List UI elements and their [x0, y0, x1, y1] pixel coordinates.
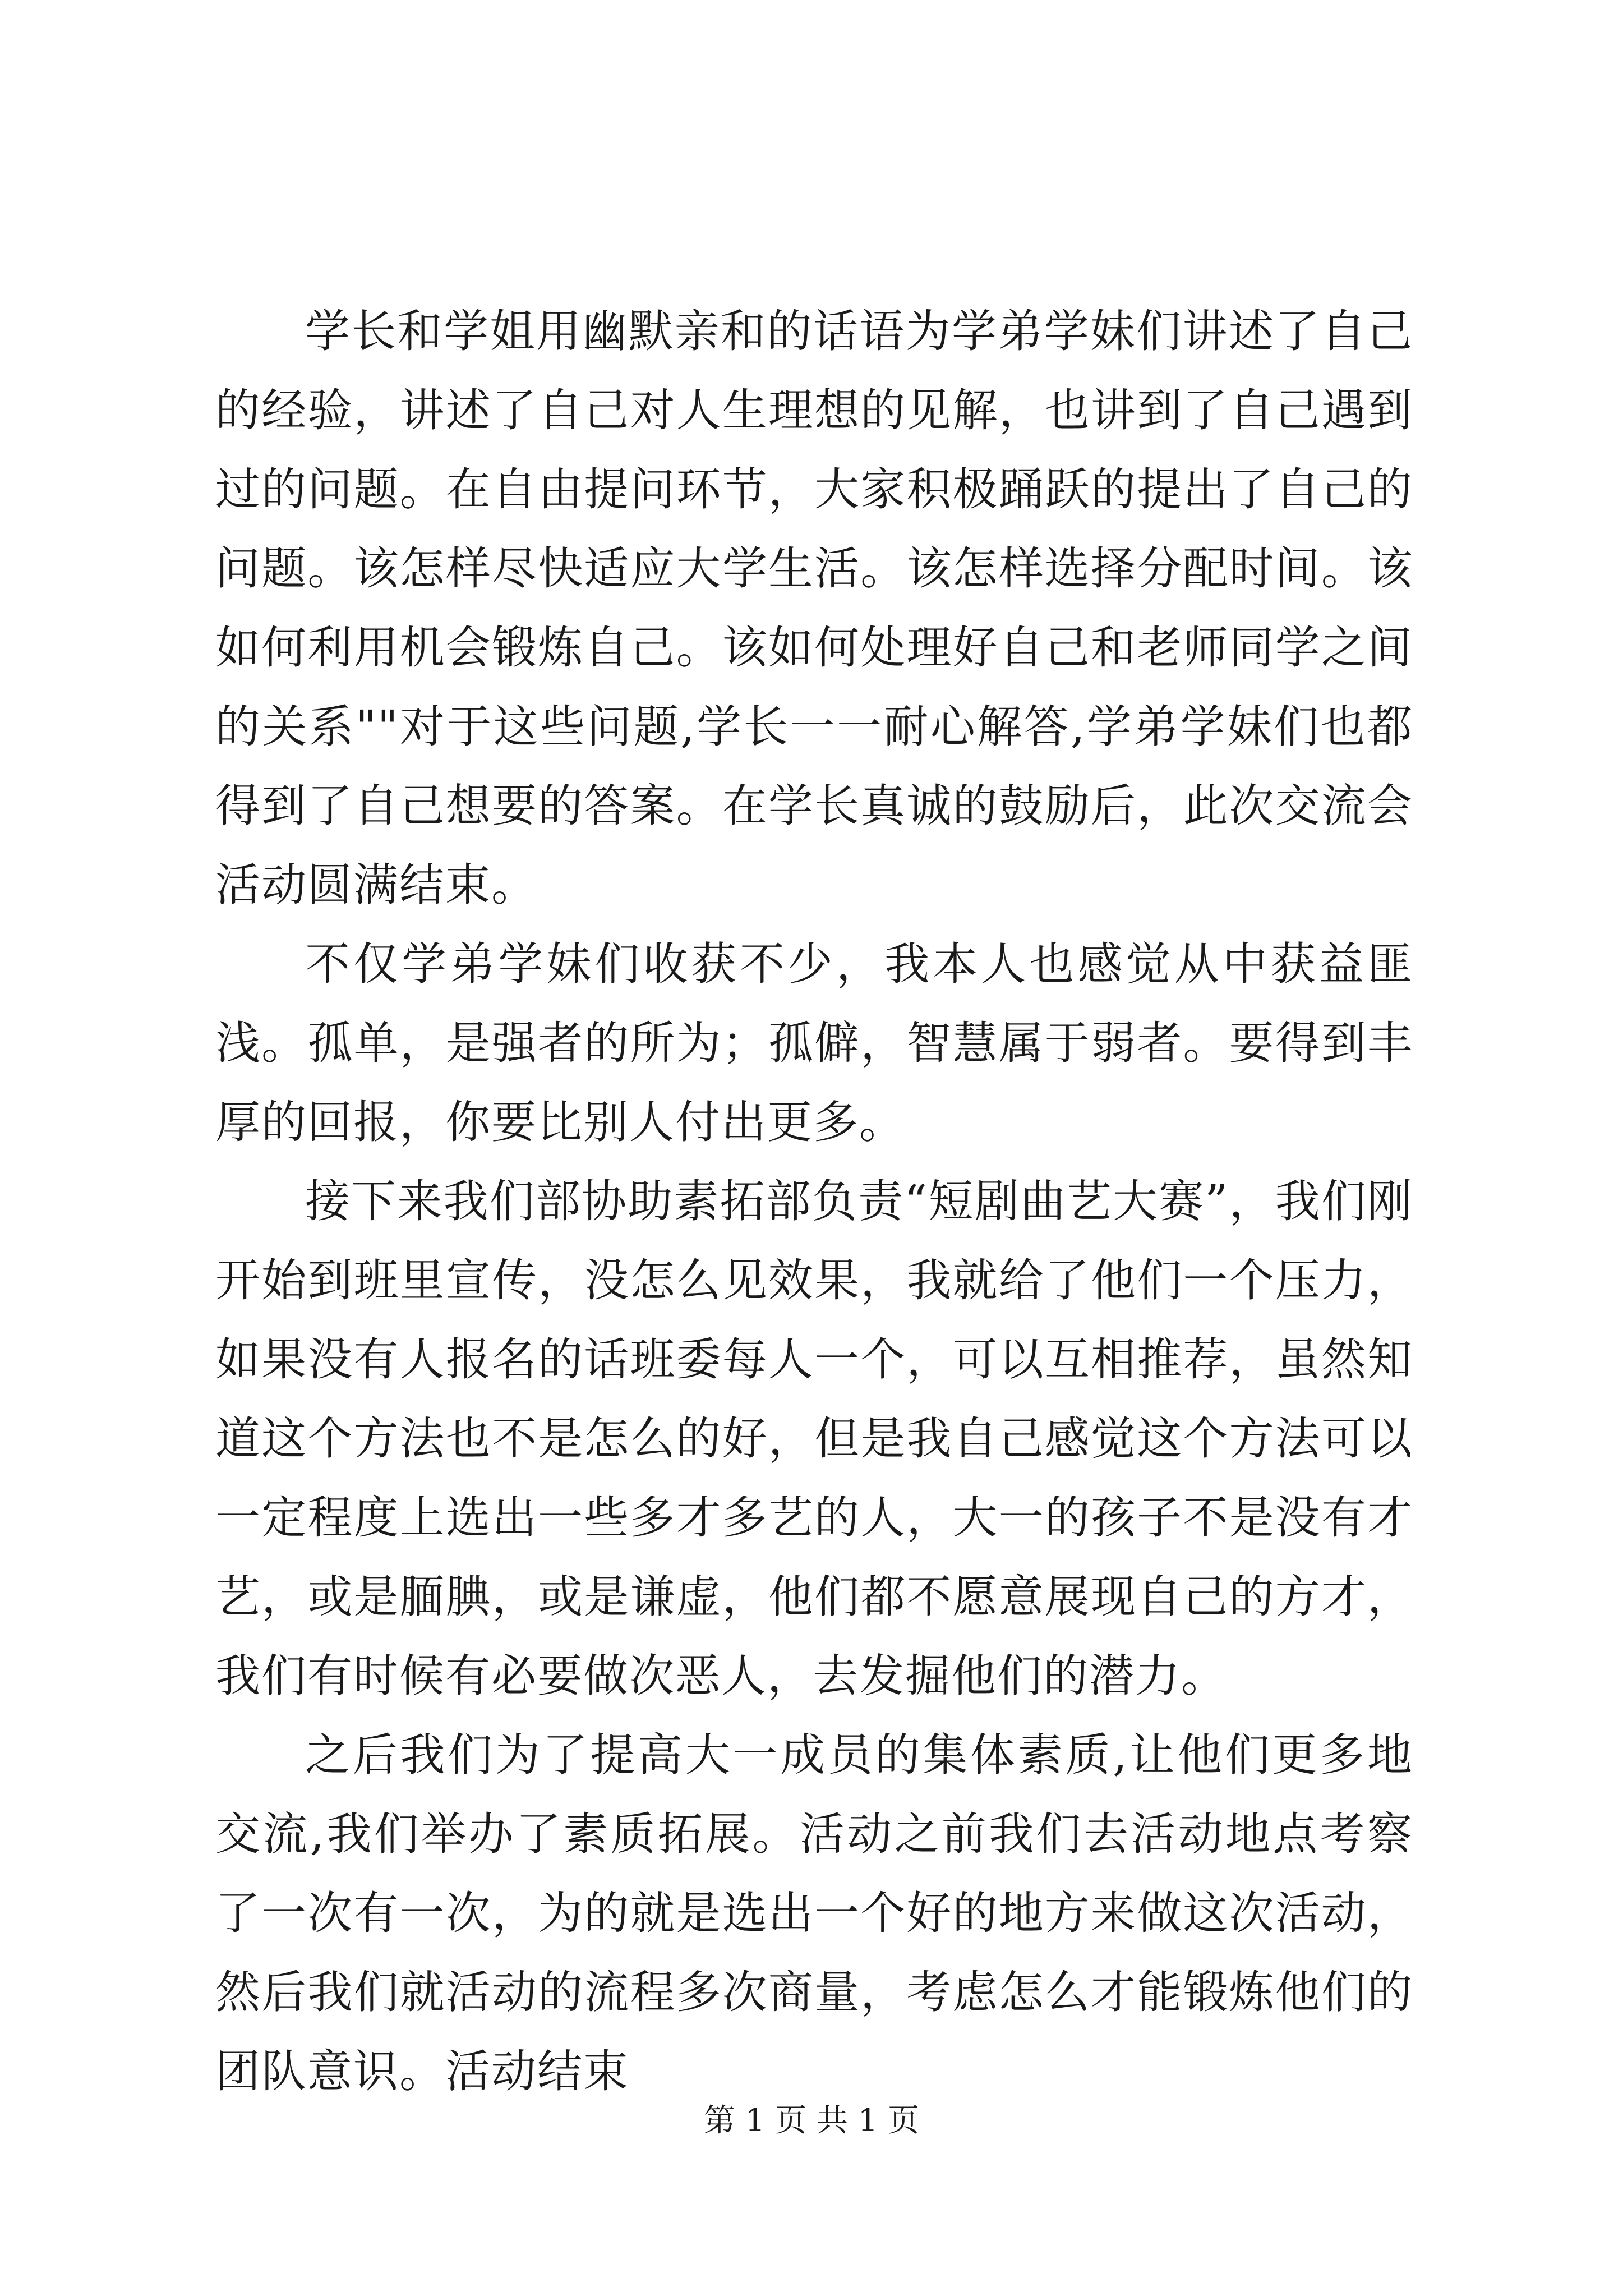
- paragraph-4: 之后我们为了提高大一成员的集体素质,让他们更多地交流,我们举办了素质拓展。活动之前我们去活动地点考察了一次有一次，为的就是选出一个好的地方来做这次活动，然后我们就活动的流程多次商量，考虑怎么才能锻炼他们的团队意识。活动结束: [215, 1729, 1413, 2097]
- paragraph-3: 接下来我们部协助素拓部负责“短剧曲艺大赛”，我们刚开始到班里宣传，没怎么见效果，我就给了他们一个压力，如果没有人报名的话班委每人一个，可以互相推荐，虽然知道这个方法也不是怎么的好，但是我自己感觉这个方法可以一定程度上选出一些多才多艺的人，大一的孩子不是没有才艺，或是腼腆，或是谦虚，他们都不愿意展现自己的方才，我们有时候有必要做次恶人，去发掘他们的潜力。: [215, 1175, 1413, 1702]
- page-footer: [0, 2101, 1623, 2141]
- paragraph-2: 不仅学弟学妹们收获不少，我本人也感觉从中获益匪浅。孤单，是强者的所为；孤僻，智慧属于弱者。要得到丰厚的回报，你要比别人付出更多。: [215, 938, 1413, 1148]
- document-body: [215, 292, 1413, 2111]
- page-number-label: 第 1 页 共 1 页: [703, 2102, 920, 2139]
- paragraph-1: 学长和学姐用幽默亲和的话语为学弟学妹们讲述了自己的经验，讲述了自己对人生理想的见解，也讲到了自己遇到过的问题。在自由提问环节，大家积极踊跃的提出了自己的问题。该怎样尽快适应大学生活。该怎样选择分配时间。该如何利用机会锻炼自己。该如何处理好自己和老师同学之间的关系""对于这些问题,学长一一耐心解答,学弟学妹们也都得到了自己想要的答案。在学长真诚的鼓励后，此次交流会活动圆满结束。: [215, 305, 1413, 911]
